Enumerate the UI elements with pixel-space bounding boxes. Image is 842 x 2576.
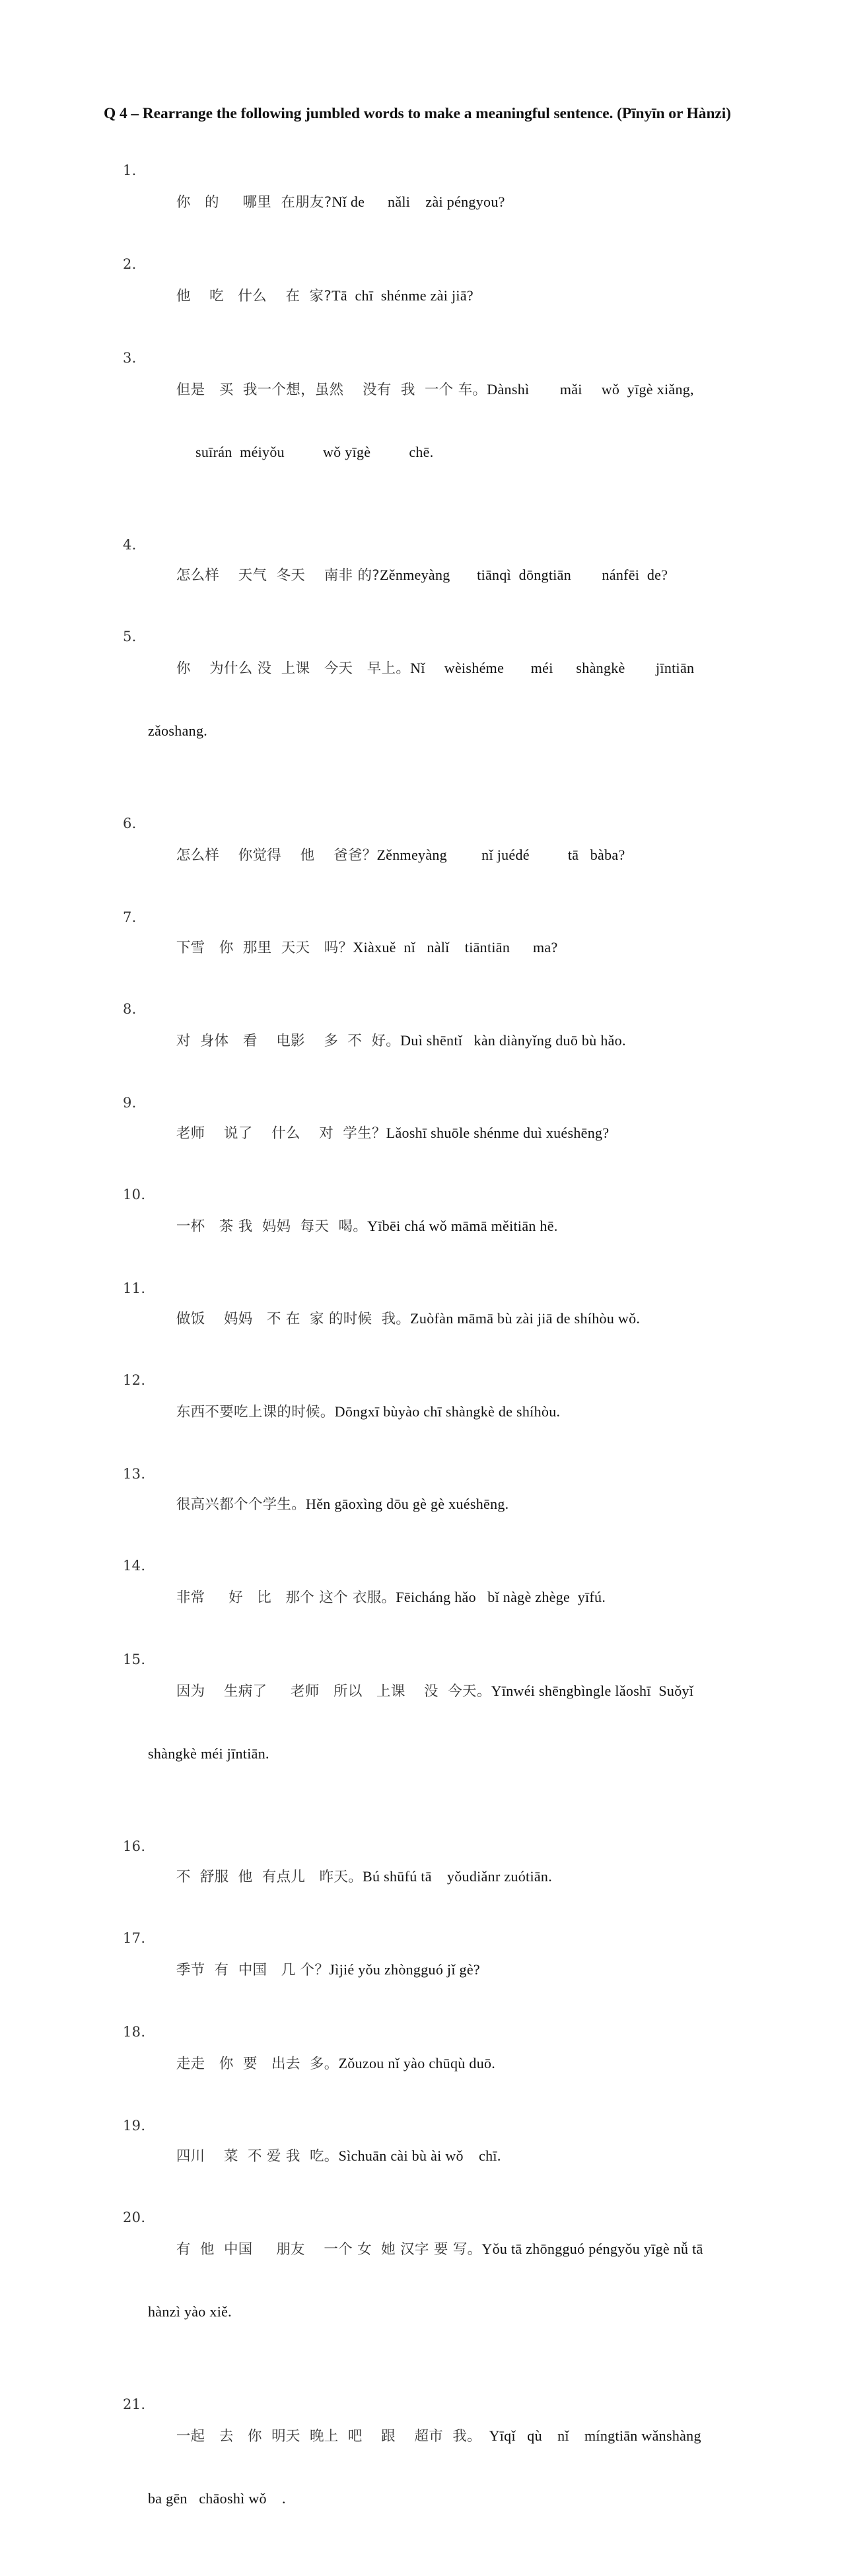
item-number: 9. xyxy=(123,1095,137,1111)
pinyin-text: Yīnwéi shēngbìngle lǎoshī Suǒyǐ xyxy=(491,1683,694,1699)
pinyin-continuation: shàngkè méi jīntiān. xyxy=(148,1745,269,1762)
item-number: 10. xyxy=(123,1187,146,1202)
hanzi-text: 下雪 你 那里 天天 吗？ xyxy=(176,940,353,956)
pinyin-text: Jìjié yǒu zhòngguó jǐ gè? xyxy=(329,1961,480,1978)
item-number: 5. xyxy=(123,629,137,644)
list-item xyxy=(123,2110,757,2202)
list-item xyxy=(123,343,757,530)
hanzi-text: 很高兴都个个学生。 xyxy=(176,1496,306,1513)
item-number: 16. xyxy=(123,1838,146,1854)
list-item xyxy=(123,530,757,621)
pinyin-text: Yībēi chá wǒ māmā měitiān hē. xyxy=(367,1218,558,1234)
list-item xyxy=(123,155,757,249)
list-item xyxy=(123,2389,757,2576)
list-item xyxy=(123,1923,757,2017)
hanzi-text: 四川 菜 不 爱 我 吃。 xyxy=(176,2148,339,2165)
hanzi-text: 非常 好 比 那个 这个 衣服。 xyxy=(176,1589,396,1606)
hanzi-text: 一杯 茶 我 妈妈 每天 喝。 xyxy=(176,1218,368,1235)
hanzi-text: 但是 买 我一个想，虽然 没有 我 一个 车。 xyxy=(176,382,487,398)
item-number: 12. xyxy=(123,1372,146,1388)
pinyin-text: Dōngxī bùyào chī shàngkè de shíhòu. xyxy=(334,1403,561,1420)
item-number: 19. xyxy=(123,2118,146,2134)
hanzi-text: 因为 生病了 老师 所以 上课 没 今天。 xyxy=(176,1683,491,1700)
list-item xyxy=(123,1365,757,1459)
item-number: 4. xyxy=(123,537,137,553)
pinyin-text: Zěnmeyàng nǐ juédé tā bàba? xyxy=(376,847,625,863)
item-number: 17. xyxy=(123,1930,146,1946)
hanzi-text: 季节 有 中国 几 个？ xyxy=(176,1962,330,1978)
list-item xyxy=(123,1550,757,1644)
pinyin-continuation: ba gēn chāoshì wǒ . xyxy=(148,2490,286,2507)
item-number: 20. xyxy=(123,2210,146,2225)
pinyin-text: Nǐ wèishéme méi shàngkè jīntiān xyxy=(410,660,695,676)
item-number: 7. xyxy=(123,909,137,925)
list-item xyxy=(123,808,757,902)
pinyin-text: Tā chī shénme zài jiā? xyxy=(332,287,474,304)
pinyin-text: Zuòfàn māmā bù zài jiā de shíhòu wǒ. xyxy=(410,1310,641,1327)
pinyin-text: Zǒuzou nǐ yào chūqù duō. xyxy=(338,2055,496,2071)
sentence-list xyxy=(123,155,757,2576)
hanzi-text: 他 吃 什么 在 家? xyxy=(176,288,332,304)
pinyin-continuation: hànzì yào xiě. xyxy=(148,2303,232,2320)
pinyin-text: Bú shūfú tā yǒudiǎnr zuótiān. xyxy=(363,1868,553,1885)
item-number: 21. xyxy=(123,2396,146,2412)
pinyin-text: Duì shēntǐ kàn diànyǐng duō bù hǎo. xyxy=(400,1032,626,1049)
list-item xyxy=(123,2202,757,2389)
hanzi-text: 怎么样 你觉得 他 爸爸？ xyxy=(176,847,377,864)
hanzi-text: 走走 你 要 出去 多。 xyxy=(176,2056,339,2072)
list-item xyxy=(123,902,757,994)
hanzi-text: 老师 说了 什么 对 学生？ xyxy=(176,1125,386,1142)
item-number: 6. xyxy=(123,816,137,831)
pinyin-text: Lǎoshī shuōle shénme duì xuéshēng? xyxy=(386,1125,610,1141)
question-heading: Q 4 – Rearrange the following jumbled words to make a meaningful sentence. (Pīnyīn or Hànzi) xyxy=(104,105,731,122)
hanzi-text: 对 身体 看 电影 多 不 好。 xyxy=(176,1033,401,1049)
list-item xyxy=(123,1179,757,1273)
item-number: 15. xyxy=(123,1652,146,1667)
hanzi-text: 有 他 中国 朋友 一个 女 她 汉字 要 写。 xyxy=(176,2241,482,2258)
list-item xyxy=(123,1459,757,1550)
item-number: 1. xyxy=(123,162,137,178)
list-item xyxy=(123,249,757,343)
pinyin-text: Dànshì mǎi wǒ yīgè xiǎng, xyxy=(487,381,694,398)
item-number: 14. xyxy=(123,1558,146,1574)
pinyin-text: Fēicháng hǎo bǐ nàgè zhège yīfú. xyxy=(396,1589,606,1605)
hanzi-text: 做饭 妈妈 不 在 家 的时候 我。 xyxy=(176,1311,411,1327)
item-number: 11. xyxy=(123,1280,146,1296)
pinyin-text: Yǒu tā zhōngguó péngyǒu yīgè nǚ tā xyxy=(481,2241,703,2257)
pinyin-text: Sìchuān cài bù ài wǒ chī. xyxy=(338,2147,501,2164)
pinyin-continuation: zǎoshang. xyxy=(148,722,208,739)
list-item xyxy=(123,621,757,808)
hanzi-text: 你 的 哪里 在朋友? xyxy=(176,194,332,211)
list-item xyxy=(123,1088,757,1179)
list-item xyxy=(123,994,757,1088)
item-number: 18. xyxy=(123,2024,146,2040)
pinyin-text: Nǐ de nǎli zài péngyou? xyxy=(332,193,505,210)
hanzi-text: 怎么样 天气 冬天 南非 的? xyxy=(176,567,380,584)
hanzi-text: 你 为什么 没 上课 今天 早上。 xyxy=(176,660,411,677)
list-item xyxy=(123,2017,757,2110)
item-number: 8. xyxy=(123,1001,137,1017)
list-item xyxy=(123,1831,757,1923)
pinyin-text: Hěn gāoxìng dōu gè gè xuéshēng. xyxy=(306,1496,509,1512)
hanzi-text: 一起 去 你 明天 晚上 吧 跟 超市 我。 xyxy=(176,2428,481,2445)
pinyin-continuation: suīrán méiyǒu wǒ yīgè chē. xyxy=(195,444,434,460)
list-item xyxy=(123,1273,757,1365)
item-number: 13. xyxy=(123,1466,146,1482)
pinyin-text: Xiàxuě nǐ nàlǐ tiāntiān ma? xyxy=(353,939,558,956)
pinyin-text: Zěnmeyàng tiānqì dōngtiān nánfēi de? xyxy=(380,567,668,583)
hanzi-text: 东西不要吃上课的时候。 xyxy=(176,1404,335,1420)
pinyin-text: Yīqǐ qù nǐ míngtiān wǎnshàng xyxy=(481,2427,701,2444)
hanzi-text: 不 舒服 他 有点儿 昨天。 xyxy=(176,1869,363,1885)
list-item xyxy=(123,1644,757,1831)
item-number: 2. xyxy=(123,256,137,272)
item-number: 3. xyxy=(123,350,137,366)
